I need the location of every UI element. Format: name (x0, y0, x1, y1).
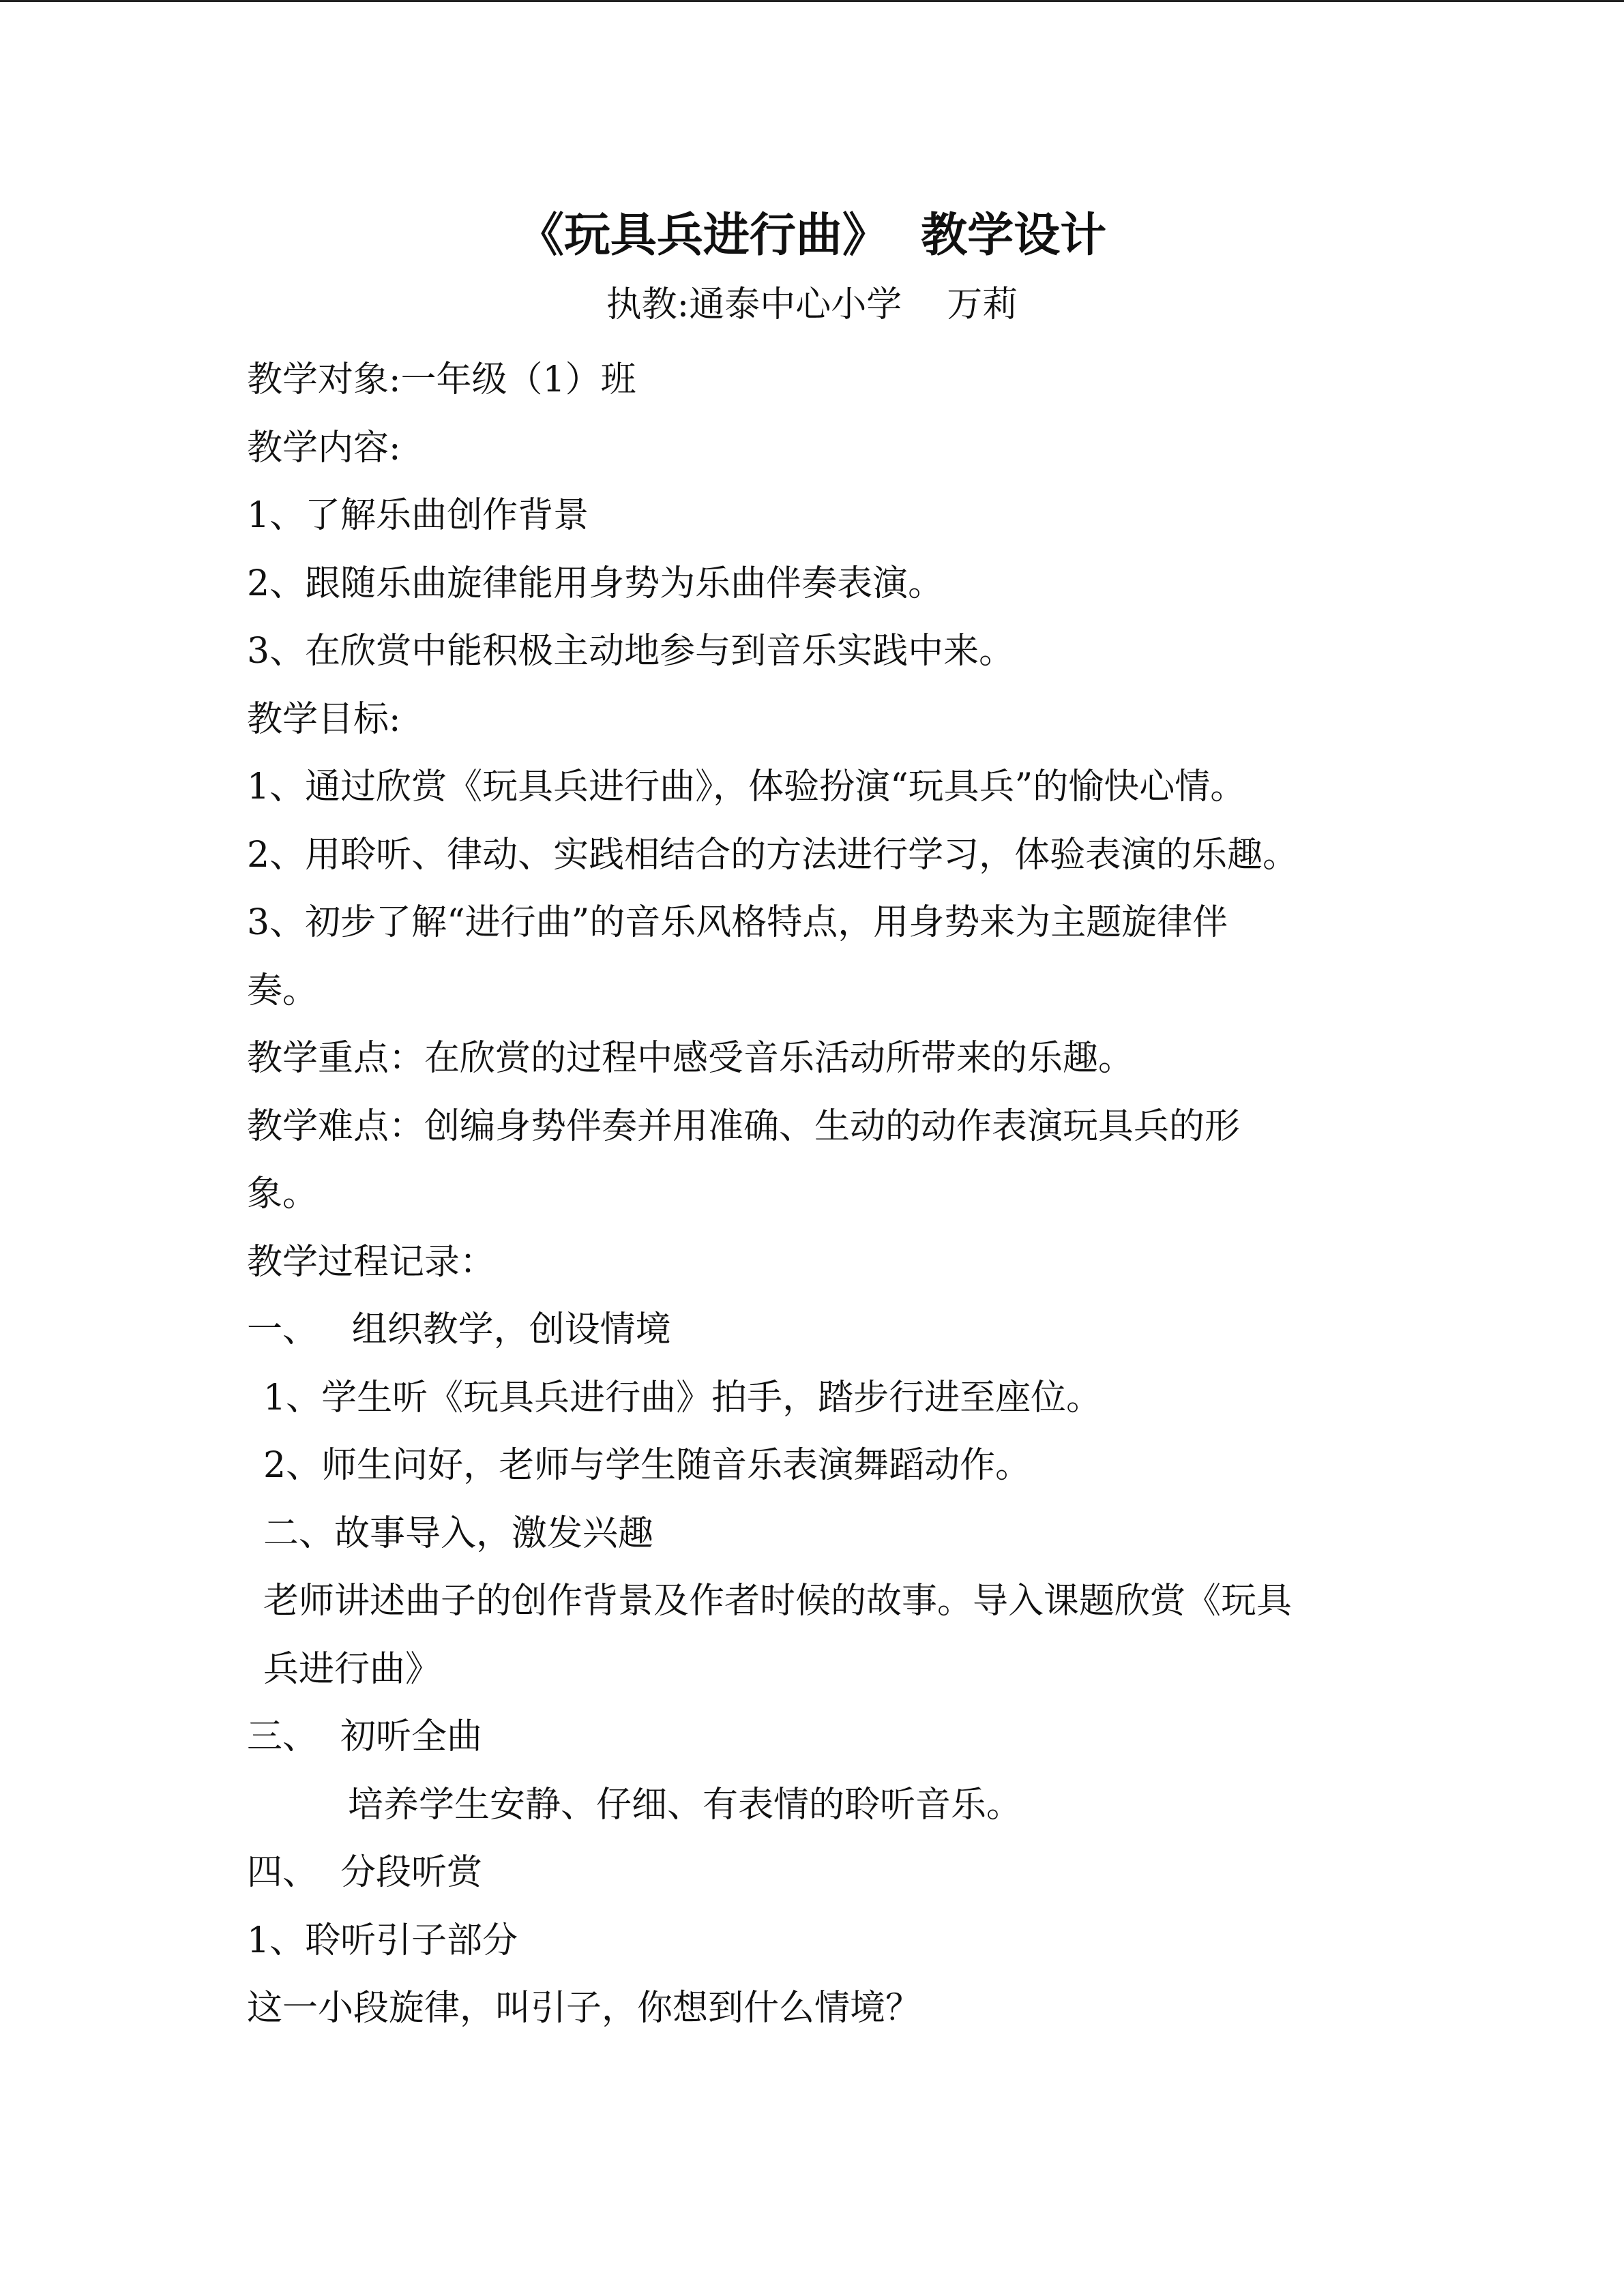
text-line-difficulty: 教学难点：创编身势伴奏并用准确、生动的动作表演玩具兵的形 (247, 1105, 1241, 1147)
text-line-section-1-item-2: 2、师生问好，老师与学生随音乐表演舞蹈动作。 (263, 1445, 1031, 1486)
text-line-goal-2: 2、用聆听、律动、实践相结合的方法进行学习，体验表演的乐趣。 (247, 834, 1299, 876)
text-line-section-4-question: 这一小段旋律，叫引子，你想到什么情境？ (247, 1988, 921, 2029)
text-line-section-1: 一、 组织教学，创设情境 (247, 1309, 671, 1350)
document-body (247, 346, 1393, 2043)
text-line-goal-1: 1、通过欣赏《玩具兵进行曲》，体验扮演“玩具兵”的愉快心情。 (247, 766, 1246, 807)
text-line-section-3-body: 培养学生安静、仔细、有表情的聆听音乐。 (348, 1784, 1022, 1825)
text-line-section-4: 四、 分段听赏 (247, 1852, 483, 1893)
text-line-section-2: 二、故事导入，激发兴趣 (263, 1512, 654, 1554)
text-line-goal-3-cont: 奏。 (247, 970, 319, 1011)
top-border-rule (0, 0, 1624, 2)
text-line-goals-heading: 教学目标: (247, 698, 401, 740)
text-line-content-heading: 教学内容: (247, 427, 401, 468)
text-line-section-2-body-cont: 兵进行曲》 (263, 1648, 441, 1690)
document-title: 《玩具兵进行曲》 教学设计 (517, 208, 1107, 263)
text-line-section-3: 三、 初听全曲 (247, 1716, 483, 1757)
text-line-process-heading: 教学过程记录： (247, 1241, 496, 1283)
text-line-section-1-item-1: 1、学生听《玩具兵进行曲》拍手，踏步行进至座位。 (263, 1377, 1102, 1418)
text-line-content-3: 3、在欣赏中能积极主动地参与到音乐实践中来。 (247, 631, 1015, 672)
text-line-content-2: 2、跟随乐曲旋律能用身势为乐曲伴奏表演。 (247, 563, 944, 604)
text-line-section-4-item-1: 1、聆听引子部分 (247, 1920, 518, 1961)
text-line-goal-3: 3、初步了解“进行曲”的音乐风格特点，用身势来为主题旋律伴 (247, 902, 1228, 943)
text-line-difficulty-cont: 象。 (247, 1174, 319, 1214)
text-line-content-1: 1、了解乐曲创作背景 (247, 495, 589, 536)
text-line-section-2-body: 老师讲述曲子的创作背景及作者时候的故事。导入课题欣赏《玩具 (263, 1581, 1293, 1622)
text-line-key-point: 教学重点：在欣赏的过程中感受音乐活动所带来的乐趣。 (247, 1038, 1134, 1079)
text-line-teaching-target: 教学对象:一年级（1）班 (247, 359, 636, 400)
author-line: 执教:通泰中心小学 万莉 (606, 284, 1018, 325)
